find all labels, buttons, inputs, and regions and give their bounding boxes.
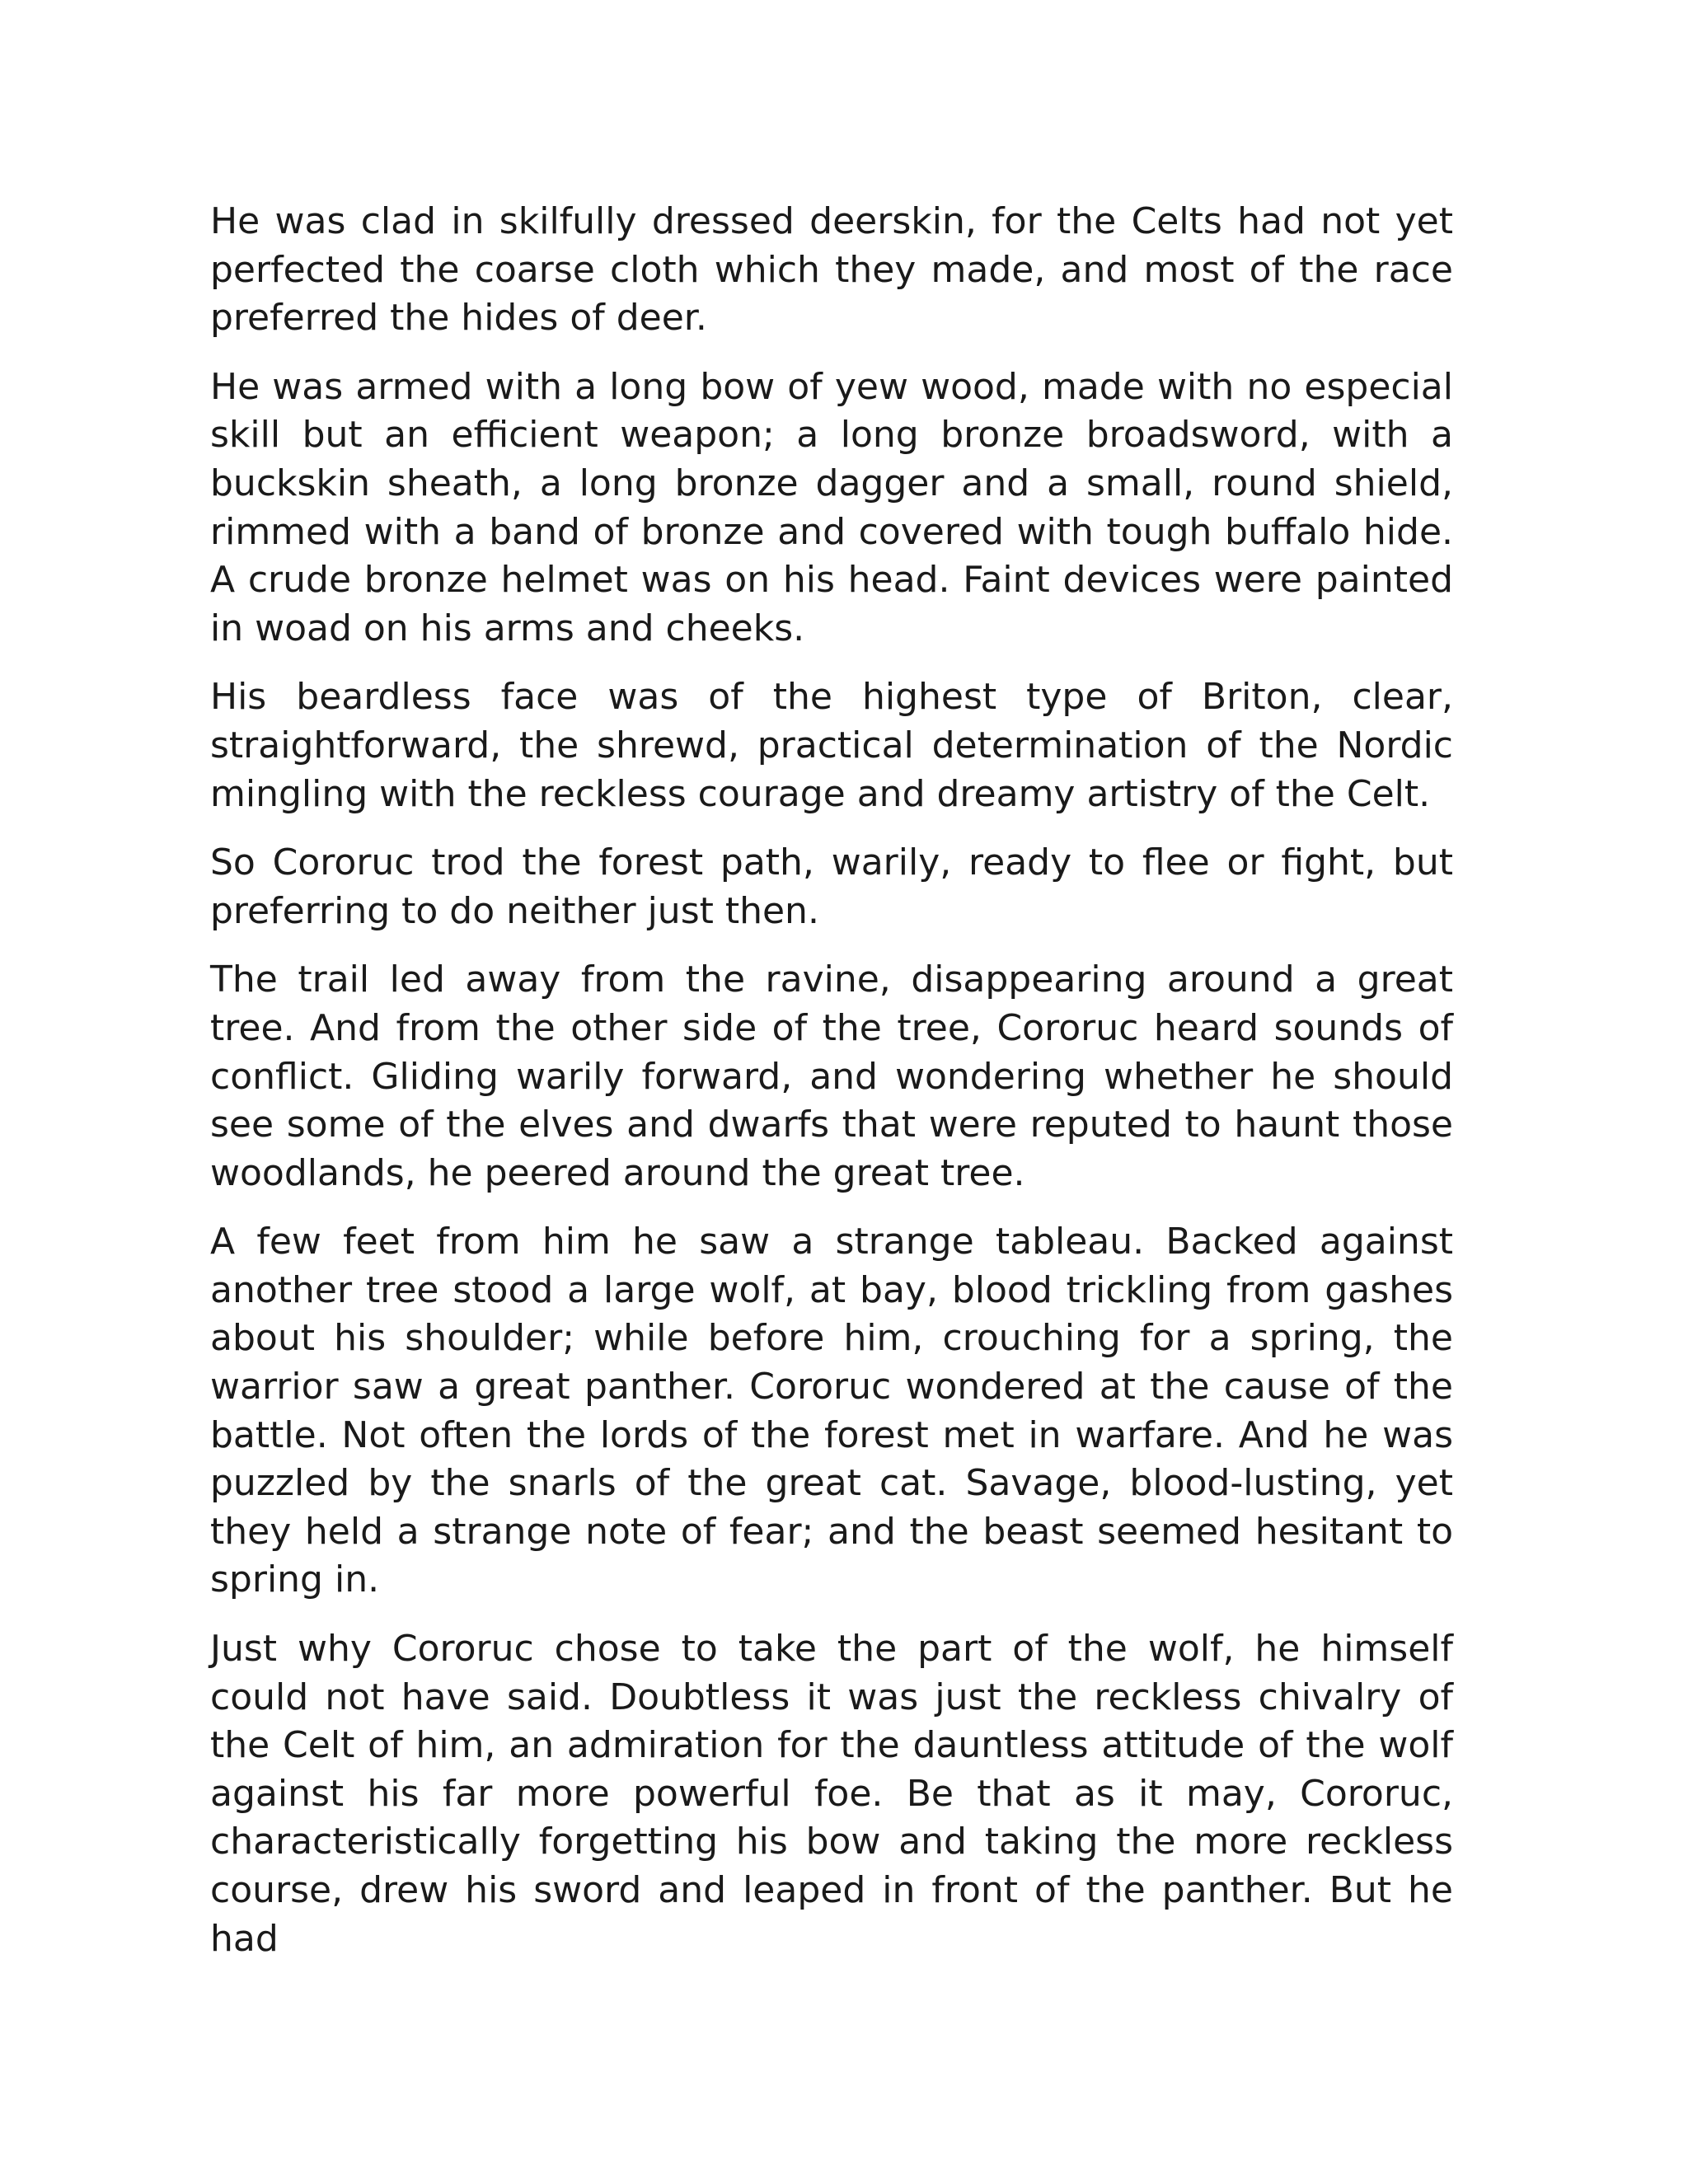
paragraph-6: A few feet from him he saw a strange tableau. Backed against another tree stood a large wolf, at bay, blood trickling from gashes about his shoulder; while before him, crouching for a spring, the warrior saw a great panther. Cororuc wondered at the cause of the battle. Not often the lords of the forest met in warfare. And he was puzzled by the snarls of the great cat. Savage, blood-lusting, yet they held a strange note of fear; and the beast seemed hesitant to spring in. [210, 1221, 1453, 1601]
document-page [210, 198, 1453, 1984]
paragraph-3: His beardless face was of the highest type of Briton, clear, straightforward, the shrewd, practical determination of the Nordic mingling with the reckless courage and dreamy artistry of the Celt. [210, 676, 1453, 815]
paragraph-5: The trail led away from the ravine, disappearing around a great tree. And from the other side of the tree, Cororuc heard sounds of conflict. Gliding warily forward, and wondering whether he should see some of the elves and dwarfs that were reputed to haunt those woodlands, he peered around the great tree. [210, 958, 1453, 1194]
paragraph-7: Just why Cororuc chose to take the part of the wolf, he himself could not have said. Doubtless it was just the reckless chivalry of the Celt of him, an admiration for the dauntless attitude of the wolf against his far more powerful foe. Be that as it may, Cororuc, characteristically forgetting his bow and taking the more reckless course, drew his sword and leaped in front of the panther. But he had [210, 1628, 1453, 1960]
paragraph-1: He was clad in skilfully dressed deerskin, for the Celts had not yet perfected the coarse cloth which they made, and most of the race preferred the hides of deer. [210, 200, 1453, 340]
paragraph-4: So Cororuc trod the forest path, warily, ready to flee or fight, but preferring to do neither just then. [210, 841, 1453, 932]
paragraph-2: He was armed with a long bow of yew wood, made with no especial skill but an efficient weapon; a long bronze broadsword, with a buckskin sheath, a long bronze dagger and a small, round shield, rimmed with a band of bronze and covered with tough buffalo hide. A crude bronze helmet was on his head. Faint devices were painted in woad on his arms and cheeks. [210, 365, 1453, 649]
